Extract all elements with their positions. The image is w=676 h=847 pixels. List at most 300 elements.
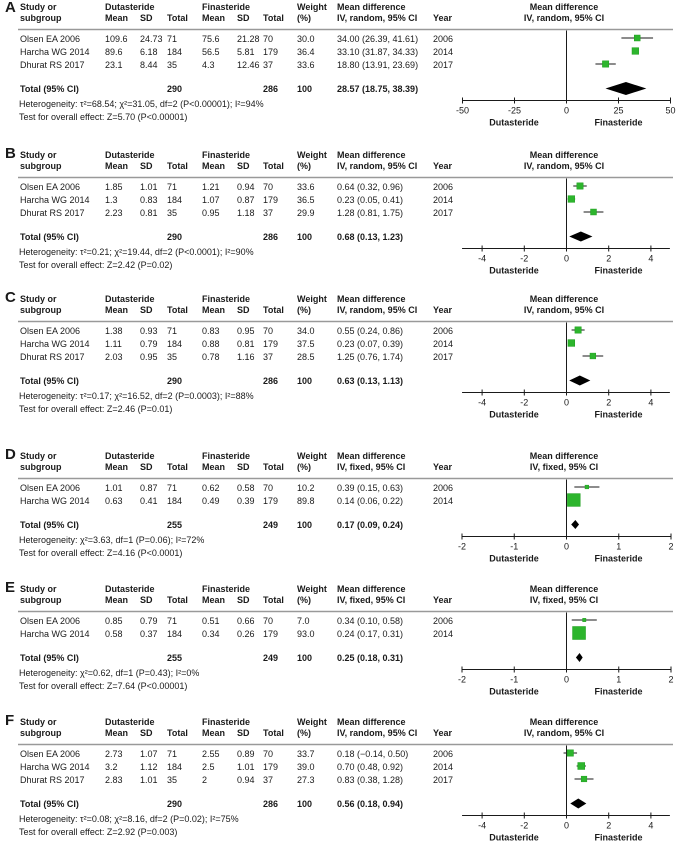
mean2-value: 2.5 (202, 761, 215, 772)
sd1-value: 24.73 (140, 33, 163, 44)
plot-header-model: IV, fixed, 95% CI (529, 595, 599, 605)
group-label-left: Dutasteride (489, 553, 539, 564)
col-header-weight: Weight (297, 717, 327, 727)
forest-plot (0, 435, 676, 575)
tick-label: -2 (520, 397, 529, 408)
col-header-subgroup: subgroup (20, 462, 62, 472)
sd2-value: 0.94 (237, 774, 255, 785)
total-weight-value: 100 (297, 84, 313, 94)
group-label-right: Finasteride (594, 265, 643, 276)
sd1-value: 0.81 (140, 207, 158, 218)
col-header-mean: Mean (202, 595, 226, 605)
sd2-value: 1.16 (237, 351, 255, 362)
sd2-value: 0.87 (237, 194, 255, 205)
total-n2-value: 286 (263, 232, 279, 242)
col-header-total: Total (263, 161, 284, 171)
col-header-group1: Dutasteride (105, 150, 155, 160)
sd1-value: 0.83 (140, 194, 158, 205)
plot-header-model: IV, random, 95% CI (523, 161, 605, 171)
overall-effect-text: Test for overall effect: Z=7.64 (P<0.00001) (19, 681, 188, 691)
group-label-right: Finasteride (594, 832, 643, 843)
plot-header-model: IV, random, 95% CI (523, 728, 605, 738)
col-header-md-model: IV, random, 95% CI (337, 305, 418, 315)
total1-value: 35 (167, 207, 178, 218)
col-header-group2: Finasteride (202, 451, 251, 461)
weight-value: 93.0 (297, 628, 315, 639)
overall-effect-text: Test for overall effect: Z=2.92 (P=0.003) (19, 827, 178, 837)
year-value: 2014 (433, 46, 454, 57)
col-header-weight: Weight (297, 451, 327, 461)
study-square-marker (573, 627, 586, 640)
sd2-value: 0.39 (237, 495, 255, 506)
heterogeneity-text: Heterogeneity: χ²=3.63, df=1 (P=0.06); I²=72% (19, 535, 205, 545)
col-header-weight: Weight (297, 150, 327, 160)
tick-label: 25 (613, 105, 624, 116)
col-header-sd: SD (237, 595, 250, 605)
tick-label: 4 (648, 820, 654, 831)
col-header-md: Mean difference (337, 451, 406, 461)
mean2-value: 1.21 (202, 181, 220, 192)
total2-value: 179 (263, 761, 279, 772)
plot-header-model: IV, fixed, 95% CI (529, 462, 599, 472)
weight-value: 37.5 (297, 338, 315, 349)
col-header-sd: SD (140, 595, 153, 605)
total-weight-value: 100 (297, 653, 313, 663)
tick-label: -1 (510, 541, 519, 552)
col-header-md-model: IV, fixed, 95% CI (337, 462, 406, 472)
sd1-value: 1.12 (140, 761, 158, 772)
heterogeneity-text: Heterogeneity: τ²=68.54; χ²=31.05, df=2 (P<0.00001); I²=94% (19, 99, 264, 109)
col-header-total: Total (263, 305, 284, 315)
col-header-year: Year (433, 462, 453, 472)
tick-label: -4 (478, 820, 487, 831)
col-header-mean: Mean (202, 13, 226, 23)
col-header-mean: Mean (105, 13, 129, 23)
heterogeneity-text: Heterogeneity: τ²=0.17; χ²=16.52, df=2 (P=0.0003); I²=88% (19, 391, 254, 401)
md-ci-value: 0.23 (0.05, 0.41) (337, 194, 404, 205)
total-row-label: Total (95% CI) (20, 520, 79, 530)
col-header-sd: SD (237, 462, 250, 472)
md-ci-value: 1.25 (0.76, 1.74) (337, 351, 404, 362)
col-header-md-model: IV, fixed, 95% CI (337, 595, 406, 605)
sd1-value: 0.93 (140, 325, 158, 336)
forest-plot (0, 575, 676, 705)
tick-label: 2 (606, 397, 612, 408)
sd1-value: 1.01 (140, 181, 158, 192)
total1-value: 71 (167, 325, 178, 336)
col-header-total: Total (167, 161, 188, 171)
panel-letter: C (5, 289, 16, 306)
mean2-value: 0.78 (202, 351, 220, 362)
total1-value: 184 (167, 338, 183, 349)
total2-value: 179 (263, 628, 279, 639)
col-header-mean: Mean (105, 728, 129, 738)
sd1-value: 6.18 (140, 46, 158, 57)
plot-header-model: IV, random, 95% CI (523, 13, 605, 23)
group-label-left: Dutasteride (489, 117, 539, 128)
mean2-value: 0.95 (202, 207, 220, 218)
col-header-weight-pct: (%) (297, 728, 311, 738)
col-header-group1: Dutasteride (105, 584, 155, 594)
total2-value: 179 (263, 194, 279, 205)
plot-header-md: Mean difference (529, 717, 599, 727)
pooled-diamond (570, 799, 586, 809)
panel-letter: E (5, 579, 16, 596)
col-header-total: Total (263, 462, 284, 472)
heterogeneity-text: Heterogeneity: χ²=0.62, df=1 (P=0.43); I²=0% (19, 668, 200, 678)
year-value: 2006 (433, 325, 454, 336)
total2-value: 37 (263, 59, 274, 70)
weight-value: 30.0 (297, 33, 315, 44)
col-header-group1: Dutasteride (105, 294, 155, 304)
study-name: Olsen EA 2006 (20, 181, 81, 192)
total-md-ci-value: 0.68 (0.13, 1.23) (337, 232, 404, 242)
forest-plot (0, 705, 676, 847)
tick-label: 0 (563, 397, 570, 408)
pooled-diamond (569, 232, 592, 242)
md-ci-value: 18.80 (13.91, 23.69) (337, 59, 419, 70)
study-name: Olsen EA 2006 (20, 615, 81, 626)
col-header-total: Total (263, 728, 284, 738)
col-header-study: Study or (20, 150, 57, 160)
md-ci-value: 0.34 (0.10, 0.58) (337, 615, 404, 626)
mean2-value: 0.88 (202, 338, 220, 349)
pooled-diamond (571, 520, 579, 529)
mean2-value: 0.51 (202, 615, 220, 626)
tick-label: 2 (668, 541, 674, 552)
md-ci-value: 0.24 (0.17, 0.31) (337, 628, 404, 639)
sd1-value: 1.07 (140, 748, 158, 759)
forest-panel (0, 290, 676, 435)
study-name: Olsen EA 2006 (20, 325, 81, 336)
md-ci-value: 0.39 (0.15, 0.63) (337, 482, 404, 493)
heterogeneity-text: Heterogeneity: τ²=0.08; χ²=8.16, df=2 (P=0.02); I²=75% (19, 814, 239, 824)
col-header-mean: Mean (105, 305, 129, 315)
md-ci-value: 33.10 (31.87, 34.33) (337, 46, 419, 57)
pooled-diamond (576, 653, 583, 662)
col-header-md: Mean difference (337, 150, 406, 160)
col-header-mean: Mean (105, 462, 129, 472)
study-square-marker (590, 353, 596, 359)
study-name: Olsen EA 2006 (20, 33, 81, 44)
col-header-md: Mean difference (337, 294, 406, 304)
col-header-weight-pct: (%) (297, 595, 311, 605)
study-square-marker (575, 327, 581, 333)
forest-panel (0, 575, 676, 705)
study-square-marker (634, 35, 640, 41)
weight-value: 27.3 (297, 774, 315, 785)
study-square-marker (583, 618, 586, 621)
col-header-md: Mean difference (337, 2, 406, 12)
total-row-label: Total (95% CI) (20, 653, 79, 663)
tick-label: 0 (563, 674, 570, 685)
mean2-value: 56.5 (202, 46, 220, 57)
study-name: Dhurat RS 2017 (20, 351, 85, 362)
tick-label: -50 (455, 105, 470, 116)
mean1-value: 109.6 (105, 33, 128, 44)
group-label-left: Dutasteride (489, 409, 539, 420)
total-n2-value: 286 (263, 84, 279, 94)
sd2-value: 0.58 (237, 482, 255, 493)
sd2-value: 0.89 (237, 748, 255, 759)
mean1-value: 89.6 (105, 46, 123, 57)
mean1-value: 1.85 (105, 181, 123, 192)
mean2-value: 0.62 (202, 482, 220, 493)
mean2-value: 4.3 (202, 59, 215, 70)
total2-value: 179 (263, 338, 279, 349)
plot-header-md: Mean difference (529, 451, 599, 461)
total-row-label: Total (95% CI) (20, 799, 79, 809)
group-label-left: Dutasteride (489, 686, 539, 697)
col-header-year: Year (433, 595, 453, 605)
sd2-value: 0.81 (237, 338, 255, 349)
total-n2-value: 249 (263, 653, 279, 663)
tick-label: 50 (665, 105, 676, 116)
sd1-value: 0.79 (140, 615, 158, 626)
md-ci-value: 0.64 (0.32, 0.96) (337, 181, 404, 192)
total2-value: 70 (263, 33, 274, 44)
tick-label: 0 (563, 820, 570, 831)
col-header-mean: Mean (202, 728, 226, 738)
tick-label: -4 (478, 253, 487, 264)
col-header-weight: Weight (297, 2, 327, 12)
col-header-subgroup: subgroup (20, 305, 62, 315)
col-header-md-model: IV, random, 95% CI (337, 13, 418, 23)
forest-panel (0, 705, 676, 847)
tick-label: 4 (648, 397, 654, 408)
group-label-right: Finasteride (594, 117, 643, 128)
col-header-study: Study or (20, 717, 57, 727)
tick-label: 0 (563, 253, 570, 264)
plot-header-model: IV, random, 95% CI (523, 305, 605, 315)
col-header-weight-pct: (%) (297, 13, 311, 23)
study-square-marker (577, 183, 583, 189)
col-header-sd: SD (237, 728, 250, 738)
forest-plot (0, 290, 676, 435)
col-header-sd: SD (140, 728, 153, 738)
overall-effect-text: Test for overall effect: Z=2.42 (P=0.02) (19, 260, 173, 270)
total2-value: 37 (263, 351, 274, 362)
sd1-value: 0.87 (140, 482, 158, 493)
study-name: Olsen EA 2006 (20, 482, 81, 493)
study-name: Harcha WG 2014 (20, 495, 90, 506)
col-header-total: Total (167, 305, 188, 315)
col-header-total: Total (167, 13, 188, 23)
col-header-sd: SD (237, 161, 250, 171)
col-header-sd: SD (140, 161, 153, 171)
study-name: Dhurat RS 2017 (20, 59, 85, 70)
year-value: 2006 (433, 33, 454, 44)
group-label-left: Dutasteride (489, 832, 539, 843)
tick-label: 0 (563, 105, 570, 116)
total2-value: 70 (263, 615, 274, 626)
total-md-ci-value: 0.17 (0.09, 0.24) (337, 520, 404, 530)
total1-value: 71 (167, 181, 178, 192)
col-header-group1: Dutasteride (105, 451, 155, 461)
md-ci-value: 0.18 (−0.14, 0.50) (337, 748, 409, 759)
mean1-value: 2.83 (105, 774, 123, 785)
group-label-right: Finasteride (594, 686, 643, 697)
group-label-right: Finasteride (594, 553, 643, 564)
mean2-value: 0.34 (202, 628, 220, 639)
mean2-value: 75.6 (202, 33, 220, 44)
md-ci-value: 0.14 (0.06, 0.22) (337, 495, 404, 506)
study-name: Dhurat RS 2017 (20, 774, 85, 785)
mean1-value: 2.23 (105, 207, 123, 218)
year-value: 2017 (433, 351, 454, 362)
tick-label: -4 (478, 397, 487, 408)
mean1-value: 1.11 (105, 338, 122, 349)
total-md-ci-value: 0.56 (0.18, 0.94) (337, 799, 404, 809)
mean1-value: 23.1 (105, 59, 123, 70)
sd1-value: 0.37 (140, 628, 158, 639)
year-value: 2006 (433, 482, 454, 493)
sd2-value: 5.81 (237, 46, 255, 57)
col-header-study: Study or (20, 2, 57, 12)
total-n1-value: 290 (167, 799, 183, 809)
tick-label: -2 (457, 541, 467, 552)
study-name: Olsen EA 2006 (20, 748, 81, 759)
weight-value: 34.0 (297, 325, 315, 336)
md-ci-value: 34.00 (26.39, 41.61) (337, 33, 419, 44)
total-n1-value: 255 (167, 653, 183, 663)
study-square-marker (568, 340, 575, 347)
tick-label: -25 (507, 105, 522, 116)
total-row-label: Total (95% CI) (20, 84, 79, 94)
mean1-value: 0.85 (105, 615, 123, 626)
tick-label: 4 (648, 253, 654, 264)
mean2-value: 1.07 (202, 194, 220, 205)
col-header-year: Year (433, 305, 453, 315)
sd1-value: 0.95 (140, 351, 158, 362)
total1-value: 71 (167, 615, 178, 626)
study-square-marker (578, 763, 585, 770)
tick-label: 2 (606, 820, 612, 831)
mean2-value: 2 (202, 774, 208, 785)
weight-value: 33.7 (297, 748, 315, 759)
mean1-value: 1.01 (105, 482, 123, 493)
md-ci-value: 0.55 (0.24, 0.86) (337, 325, 404, 336)
year-value: 2006 (433, 748, 454, 759)
weight-value: 89.8 (297, 495, 315, 506)
sd2-value: 1.01 (237, 761, 255, 772)
total1-value: 184 (167, 495, 183, 506)
col-header-mean: Mean (202, 462, 226, 472)
col-header-md-model: IV, random, 95% CI (337, 728, 418, 738)
study-name: Harcha WG 2014 (20, 338, 90, 349)
col-header-total: Total (167, 595, 188, 605)
year-value: 2014 (433, 495, 454, 506)
tick-label: 1 (616, 674, 622, 685)
study-square-marker (602, 61, 608, 67)
tick-label: -1 (510, 674, 519, 685)
total1-value: 35 (167, 59, 178, 70)
mean1-value: 1.38 (105, 325, 123, 336)
mean2-value: 0.83 (202, 325, 220, 336)
study-name: Harcha WG 2014 (20, 761, 90, 772)
forest-plot (0, 0, 676, 145)
study-square-marker (581, 776, 587, 782)
study-square-marker (568, 196, 575, 203)
study-square-marker (632, 48, 639, 55)
pooled-diamond (569, 376, 590, 386)
col-header-study: Study or (20, 584, 57, 594)
col-header-total: Total (263, 595, 284, 605)
overall-effect-text: Test for overall effect: Z=4.16 (P<0.0001) (19, 548, 183, 558)
mean2-value: 0.49 (202, 495, 220, 506)
col-header-sd: SD (237, 13, 250, 23)
col-header-mean: Mean (105, 595, 129, 605)
col-header-weight-pct: (%) (297, 161, 311, 171)
sd1-value: 0.79 (140, 338, 158, 349)
col-header-subgroup: subgroup (20, 13, 62, 23)
total2-value: 37 (263, 207, 274, 218)
col-header-total: Total (167, 462, 188, 472)
total-weight-value: 100 (297, 520, 313, 530)
col-header-study: Study or (20, 451, 57, 461)
total1-value: 184 (167, 46, 183, 57)
col-header-year: Year (433, 728, 453, 738)
total-row-label: Total (95% CI) (20, 232, 79, 242)
sd2-value: 21.28 (237, 33, 260, 44)
mean1-value: 0.58 (105, 628, 123, 639)
study-name: Harcha WG 2014 (20, 628, 90, 639)
col-header-sd: SD (140, 305, 153, 315)
col-header-group1: Dutasteride (105, 2, 155, 12)
mean1-value: 3.2 (105, 761, 118, 772)
weight-value: 33.6 (297, 59, 315, 70)
year-value: 2014 (433, 338, 454, 349)
total-n2-value: 286 (263, 799, 279, 809)
total-n1-value: 290 (167, 84, 183, 94)
col-header-mean: Mean (202, 161, 226, 171)
col-header-group2: Finasteride (202, 294, 251, 304)
total-row-label: Total (95% CI) (20, 376, 79, 386)
tick-label: -2 (457, 674, 467, 685)
year-value: 2017 (433, 774, 454, 785)
panel-letter: D (5, 446, 16, 463)
plot-header-md: Mean difference (529, 150, 599, 160)
col-header-weight-pct: (%) (297, 305, 311, 315)
md-ci-value: 0.70 (0.48, 0.92) (337, 761, 404, 772)
overall-effect-text: Test for overall effect: Z=2.46 (P=0.01) (19, 404, 173, 414)
total2-value: 70 (263, 482, 274, 493)
mean1-value: 1.3 (105, 194, 118, 205)
plot-header-md: Mean difference (529, 584, 599, 594)
md-ci-value: 0.23 (0.07, 0.39) (337, 338, 404, 349)
total-n1-value: 290 (167, 376, 183, 386)
col-header-md: Mean difference (337, 584, 406, 594)
col-header-sd: SD (140, 462, 153, 472)
col-header-subgroup: subgroup (20, 161, 62, 171)
weight-value: 33.6 (297, 181, 315, 192)
total1-value: 184 (167, 194, 183, 205)
sd2-value: 0.26 (237, 628, 255, 639)
study-name: Harcha WG 2014 (20, 194, 90, 205)
study-name: Dhurat RS 2017 (20, 207, 85, 218)
total1-value: 71 (167, 33, 178, 44)
col-header-md: Mean difference (337, 717, 406, 727)
group-label-left: Dutasteride (489, 265, 539, 276)
weight-value: 39.0 (297, 761, 315, 772)
year-value: 2017 (433, 59, 454, 70)
forest-panel (0, 145, 676, 290)
total2-value: 179 (263, 46, 279, 57)
year-value: 2014 (433, 194, 454, 205)
col-header-study: Study or (20, 294, 57, 304)
year-value: 2014 (433, 761, 454, 772)
total-n1-value: 255 (167, 520, 183, 530)
